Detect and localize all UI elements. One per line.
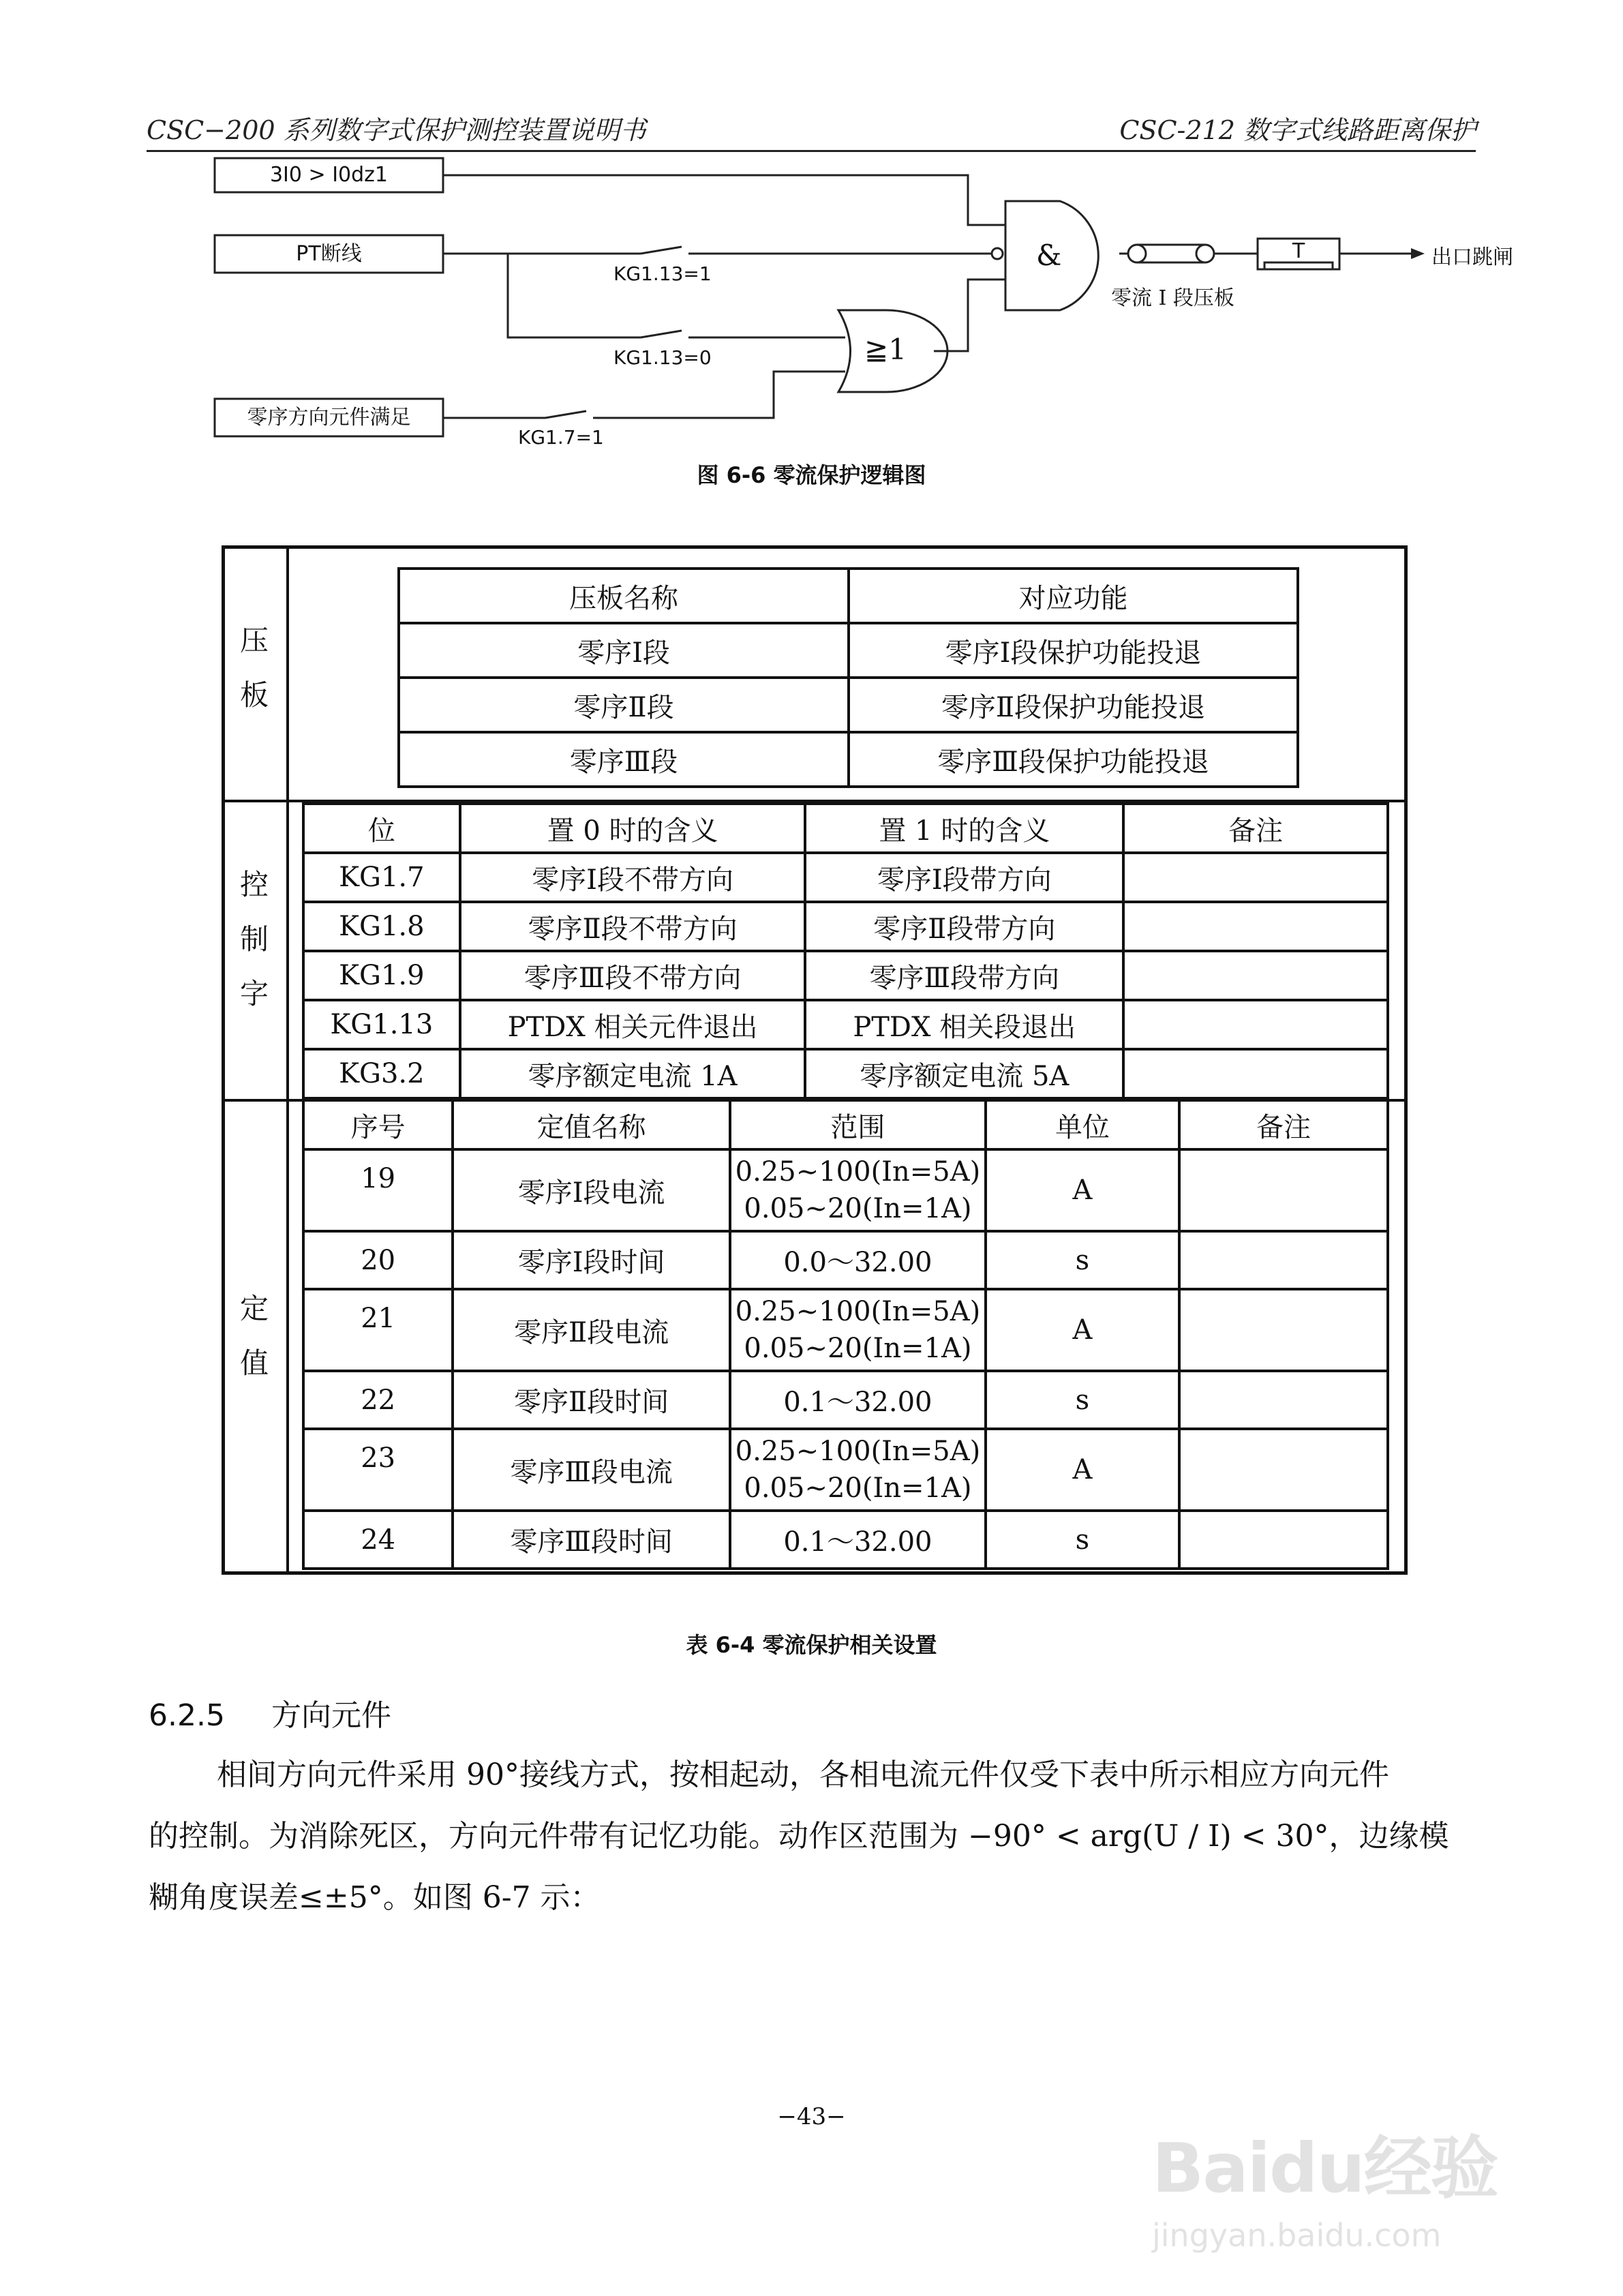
setting-range: 0.1～32.00 — [730, 1371, 986, 1429]
setting-no: 23 — [303, 1429, 453, 1511]
watermark — [1152, 2113, 1561, 2254]
setting-header: 定值名称 — [453, 1100, 730, 1149]
setting-note — [1179, 1511, 1388, 1569]
control-cell: KG1.13 — [303, 1000, 460, 1049]
setting-name: 零序Ⅰ段时间 — [453, 1231, 730, 1289]
setting-range-line: 0.25~100(In=5A) — [735, 1156, 981, 1188]
setting-range-line: 0.05~20(In=1A) — [744, 1472, 972, 1504]
control-cell: PTDX 相关段退出 — [805, 1000, 1123, 1049]
plate-table — [397, 567, 1299, 788]
setting-name: 零序Ⅰ段电流 — [453, 1149, 730, 1231]
setting-header: 备注 — [1179, 1100, 1388, 1149]
watermark-url: jingyan.baidu.com — [1152, 2217, 1442, 2254]
setting-note — [1179, 1289, 1388, 1371]
setting-range — [730, 1289, 986, 1371]
watermark-brand: Baidu经验 — [1152, 2128, 1498, 2208]
section-title: 方向元件 — [271, 1698, 391, 1733]
control-cell — [1123, 951, 1388, 1000]
page-number: −43− — [777, 2103, 846, 2130]
plate-cell: 零序Ⅰ段保护功能投退 — [849, 623, 1298, 678]
control-header: 置 1 时的含义 — [805, 804, 1123, 853]
setting-table — [302, 1099, 1389, 1570]
control-cell: 零序Ⅲ段带方向 — [805, 951, 1123, 1000]
setting-range-line: 0.05~20(In=1A) — [744, 1193, 972, 1224]
control-cell: 零序Ⅱ段不带方向 — [460, 902, 806, 951]
setting-no: 22 — [303, 1371, 453, 1429]
timer-label: T — [1292, 239, 1305, 263]
setting-name: 零序Ⅱ段电流 — [453, 1289, 730, 1371]
control-cell — [1123, 1000, 1388, 1049]
setting-header: 单位 — [986, 1100, 1179, 1149]
switch-kg113-0: KG1.13=0 — [613, 346, 712, 369]
control-cell — [1123, 1049, 1388, 1098]
plate-right-circle — [1196, 245, 1214, 262]
setting-note — [1179, 1231, 1388, 1289]
table-caption: 表 6-4 零流保护相关设置 — [686, 1632, 937, 1658]
switch-kg113-1: KG1.13=1 — [613, 262, 712, 285]
control-header: 位 — [303, 804, 460, 853]
setting-range-line: 0.25~100(In=5A) — [735, 1296, 981, 1327]
input-3i0-label: 3I0 > I0dz1 — [269, 163, 389, 187]
plate-cell: 零序Ⅰ段 — [399, 623, 849, 678]
setting-range — [730, 1149, 986, 1231]
setting-range-line: 0.25~100(In=5A) — [735, 1436, 981, 1467]
control-cell: PTDX 相关元件退出 — [460, 1000, 806, 1049]
plate-cell: 零序Ⅲ段 — [399, 732, 849, 787]
control-cell: 零序Ⅱ段带方向 — [805, 902, 1123, 951]
section-label-control — [227, 858, 282, 1021]
control-cell: 零序额定电流 5A — [805, 1049, 1123, 1098]
control-cell: KG1.7 — [303, 853, 460, 902]
control-cell: 零序额定电流 1A — [460, 1049, 806, 1098]
setting-name: 零序Ⅱ段时间 — [453, 1371, 730, 1429]
setting-unit: s — [986, 1371, 1179, 1429]
section-heading — [149, 1691, 391, 1734]
setting-range — [730, 1429, 986, 1511]
header-left: CSC−200 系列数字式保护测控装置说明书 — [147, 115, 646, 145]
setting-no: 20 — [303, 1231, 453, 1289]
plate-cell: 零序Ⅱ段保护功能投退 — [849, 678, 1298, 732]
header-right: CSC-212 数字式线路距离保护 — [1119, 115, 1476, 145]
setting-range-line: 0.05~20(In=1A) — [744, 1333, 972, 1364]
paragraph-line-1: 相间方向元件采用 90°接线方式，按相起动，各相电流元件仅受下表中所示相应方向元件 — [217, 1757, 1389, 1792]
figure-caption: 图 6-6 零流保护逻辑图 — [697, 462, 926, 488]
plate-header-function: 对应功能 — [849, 569, 1298, 623]
setting-unit: A — [986, 1429, 1179, 1511]
setting-unit: s — [986, 1511, 1179, 1569]
switch-kg17-1: KG1.7=1 — [518, 426, 604, 449]
control-cell: 零序Ⅲ段不带方向 — [460, 951, 806, 1000]
control-table — [302, 802, 1389, 1100]
setting-name: 零序Ⅲ段电流 — [453, 1429, 730, 1511]
input-direction-label: 零序方向元件满足 — [247, 406, 411, 429]
section-label-setting-text: 定值 — [239, 1292, 269, 1380]
plate-cell: 零序Ⅲ段保护功能投退 — [849, 732, 1298, 787]
control-header: 备注 — [1123, 804, 1388, 853]
control-cell: KG3.2 — [303, 1049, 460, 1098]
setting-note — [1179, 1149, 1388, 1231]
control-cell: KG1.9 — [303, 951, 460, 1000]
section-number: 6.2.5 — [149, 1698, 225, 1733]
setting-name: 零序Ⅲ段时间 — [453, 1511, 730, 1569]
setting-unit: A — [986, 1149, 1179, 1231]
paragraph-line-2: 的控制。为消除死区，方向元件带有记忆功能。动作区范围为 −90° < arg(U / I) < 30°，边缘模 — [149, 1819, 1449, 1854]
plate-cell: 零序Ⅱ段 — [399, 678, 849, 732]
control-cell — [1123, 902, 1388, 951]
section-label-plate — [227, 614, 282, 723]
setting-header: 范围 — [730, 1100, 986, 1149]
input-pt-label: PT断线 — [296, 242, 362, 266]
setting-no: 21 — [303, 1289, 453, 1371]
section-label-control-text: 控制字 — [239, 868, 269, 1010]
setting-unit: A — [986, 1289, 1179, 1371]
label-column-divider — [286, 545, 289, 1575]
setting-note — [1179, 1371, 1388, 1429]
section-label-setting — [227, 1282, 282, 1391]
control-cell: 零序Ⅰ段带方向 — [805, 853, 1123, 902]
setting-unit: s — [986, 1231, 1179, 1289]
plate-label: 零流 I 段压板 — [1111, 286, 1234, 310]
setting-no: 24 — [303, 1511, 453, 1569]
setting-range: 0.0～32.00 — [730, 1231, 986, 1289]
output-label: 出口跳闸 — [1431, 245, 1513, 269]
setting-header: 序号 — [303, 1100, 453, 1149]
setting-range: 0.1～32.00 — [730, 1511, 986, 1569]
control-cell: KG1.8 — [303, 902, 460, 951]
plate-header-name: 压板名称 — [399, 569, 849, 623]
control-cell — [1123, 853, 1388, 902]
or-gate-label: ≧1 — [864, 333, 907, 366]
output-arrow — [1411, 248, 1425, 259]
control-header: 置 0 时的含义 — [460, 804, 806, 853]
control-cell: 零序Ⅰ段不带方向 — [460, 853, 806, 902]
plate-left-circle — [1128, 245, 1146, 262]
setting-note — [1179, 1429, 1388, 1511]
setting-no: 19 — [303, 1149, 453, 1231]
and-gate-label: & — [1036, 239, 1062, 272]
section-label-plate-text: 压板 — [239, 624, 269, 712]
paragraph-line-3: 糊角度误差≤±5°。如图 6-7 示： — [149, 1880, 601, 1915]
